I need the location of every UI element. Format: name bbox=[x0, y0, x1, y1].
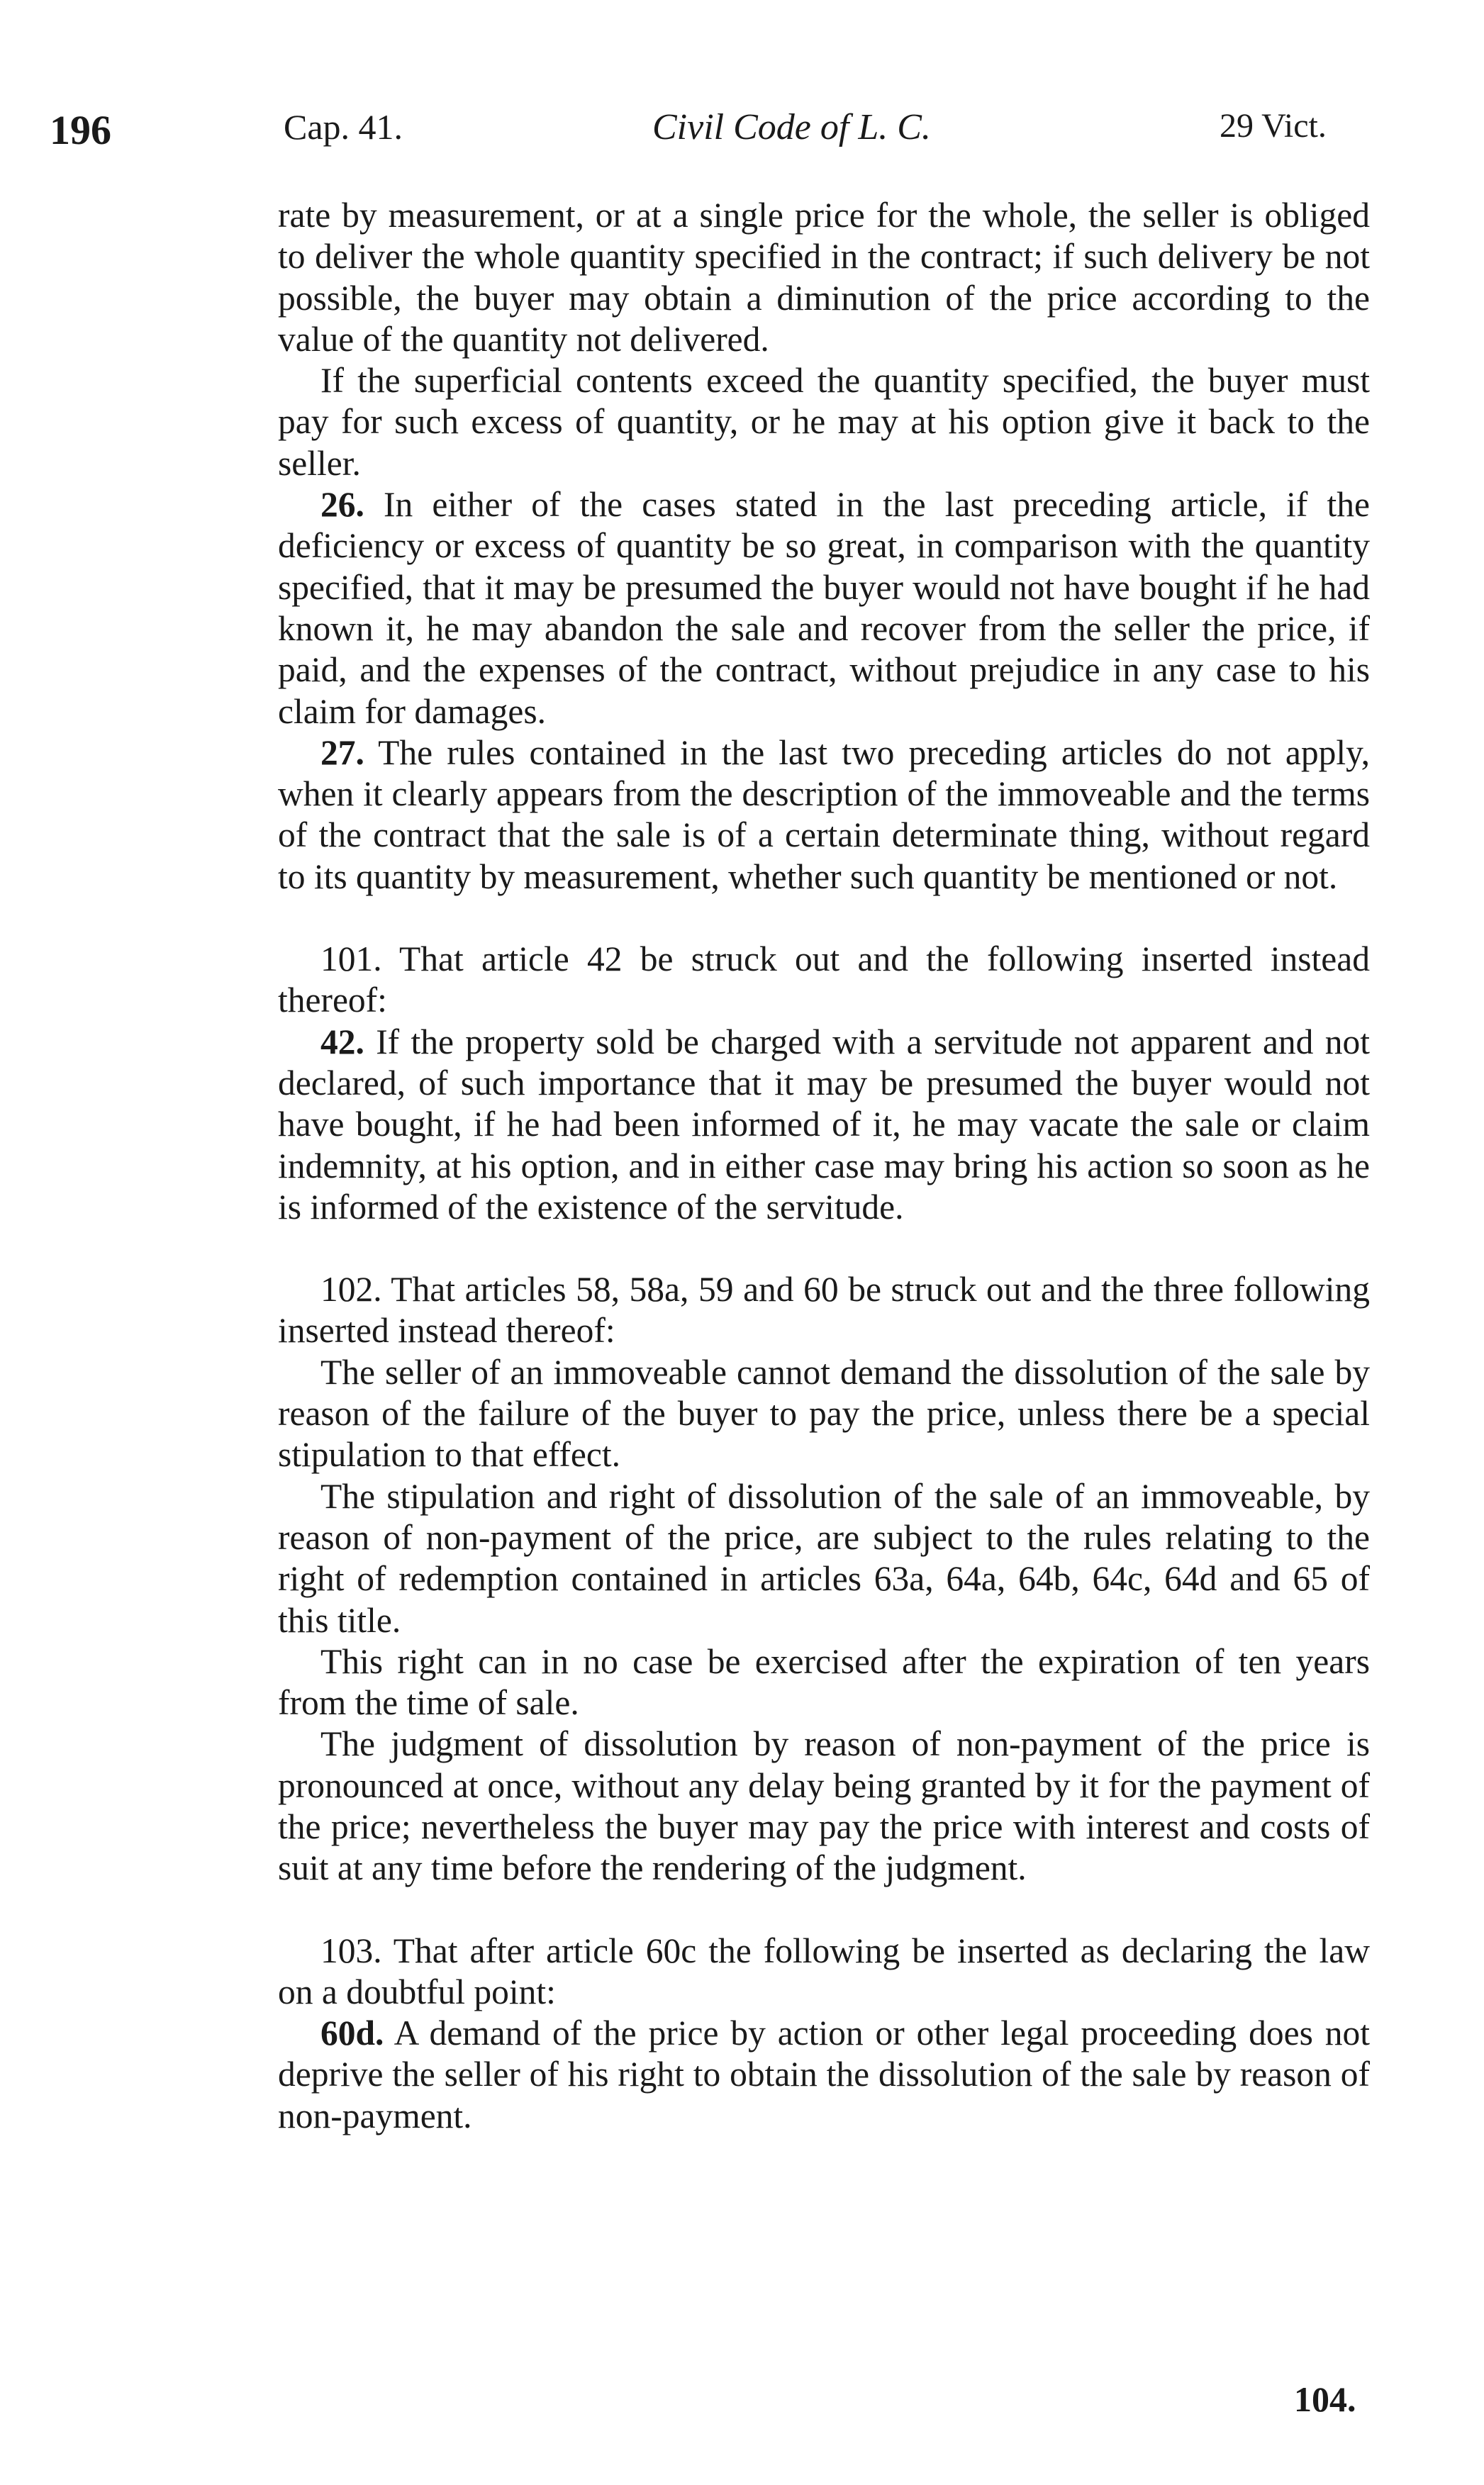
running-title: Civil Code of L. C. bbox=[652, 107, 931, 147]
paragraph-text: If the superficial contents exceed the quantity specified, the buyer must pay for such excess of quantity, or he may at his option give it back to the seller. bbox=[278, 361, 1370, 483]
page-header bbox=[50, 106, 1411, 170]
paragraph bbox=[278, 1641, 1370, 1724]
paragraph-text: The judgment of dissolution by reason of non-payment of the price is pronounced at once, without any delay being granted by it for the payment of the price; nevertheless the buyer may pay the price with interest and costs of suit at any time before the rendering of the judgment. bbox=[278, 1724, 1370, 1888]
paragraph-text: The rules contained in the last two preceding articles do not apply, when it clearly appears from the description of the immoveable and the terms of the contract that the sale is of a certain determinate thing, without regard to its quantity by measurement, whether such quantity be mentioned or not. bbox=[278, 732, 1370, 896]
paragraph-text: rate by measurement, or at a single price for the whole, the seller is obliged to deliver the whole quantity specified in the contract; if such delivery be not possible, the buyer may obtain a diminution of the price according to the value of the quantity not delivered. bbox=[278, 196, 1370, 359]
body-text bbox=[278, 195, 1370, 2137]
paragraph-text: 103. That after article 60c the following be inserted as declaring the law on a doubtful point: bbox=[278, 1931, 1370, 2011]
article-number: 27. bbox=[320, 732, 364, 772]
article-number: 42. bbox=[320, 1022, 364, 1061]
paragraph-text: If the property sold be charged with a servitude not apparent and not declared, of such importance that it may be presumed the buyer would not have bought, if he had been informed of it, he may vacate the sale or claim indemnity, at his option, and in either case may bring his action so soon as he is informed of the existence of the servitude. bbox=[278, 1022, 1370, 1227]
paragraph-text: 102. That articles 58, 58a, 59 and 60 be struck out and the three following inserted instead thereof: bbox=[278, 1270, 1370, 1351]
paragraph-text: In either of the cases stated in the last preceding article, if the deficiency or excess of quantity be so great, in comparison with the quantity specified, that it may be presumed the buyer would not have bought if he had known it, he may abandon the sale and recover from the seller the price, if paid, and the expenses of the contract, without prejudice in any case to his claim for damages. bbox=[278, 485, 1370, 731]
article-27 bbox=[278, 732, 1370, 898]
paragraph-text: A demand of the price by action or other legal proceeding does not deprive the seller of his right to obtain the dissolution of the sale by reason of non-payment. bbox=[278, 2014, 1370, 2135]
page-number: 196 bbox=[50, 107, 111, 153]
chapter-label: Cap. 41. bbox=[284, 107, 403, 147]
paragraph-continuation bbox=[278, 195, 1370, 360]
section-102 bbox=[278, 1269, 1370, 1352]
catchword: 104. bbox=[1294, 2379, 1356, 2419]
paragraph bbox=[278, 360, 1370, 484]
paragraph bbox=[278, 1724, 1370, 1889]
article-42 bbox=[278, 1022, 1370, 1228]
paragraph bbox=[278, 1352, 1370, 1476]
paragraph-text: This right can in no case be exercised after the expiration of ten years from the time of sale. bbox=[278, 1641, 1370, 1723]
regnal-year: 29 Vict. bbox=[1220, 107, 1327, 145]
section-101 bbox=[278, 939, 1370, 1022]
paragraph-text: The stipulation and right of dissolution of the sale of an immoveable, by reason of non-payment of the price, are subject to the rules relating to the right of redemption contained in articles 63a, 64a, 64b, 64c, 64d and 65 of this title. bbox=[278, 1476, 1370, 1640]
article-number: 26. bbox=[320, 485, 364, 525]
paragraph-text: The seller of an immoveable cannot demand the dissolution of the sale by reason of the failure of the buyer to pay the price, unless there be a special stipulation to that effect. bbox=[278, 1352, 1370, 1475]
paragraph-text: 101. That article 42 be struck out and the following inserted instead thereof: bbox=[278, 939, 1370, 1020]
paragraph bbox=[278, 1476, 1370, 1641]
article-number: 60d. bbox=[320, 2014, 384, 2053]
article-60d bbox=[278, 2013, 1370, 2137]
article-26 bbox=[278, 484, 1370, 732]
section-103 bbox=[278, 1931, 1370, 2014]
